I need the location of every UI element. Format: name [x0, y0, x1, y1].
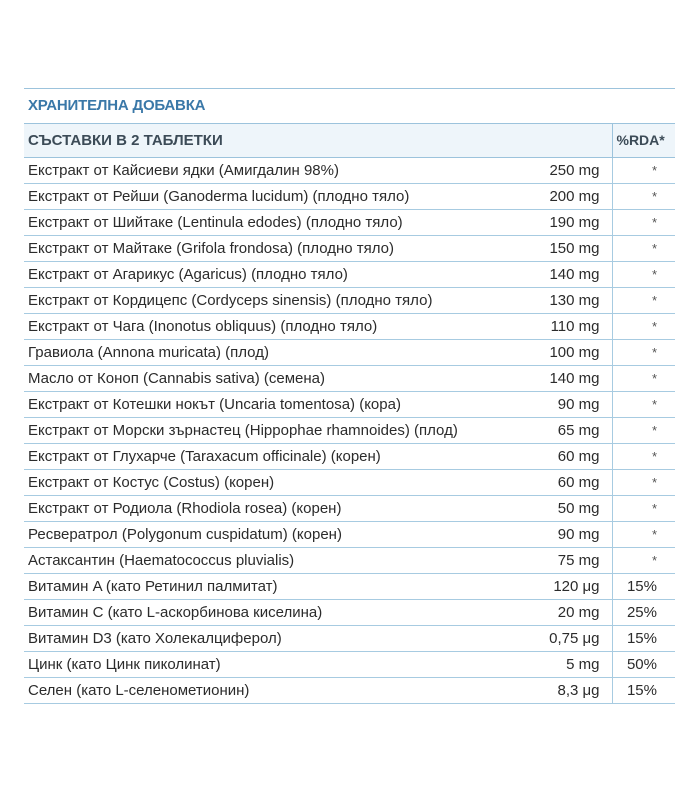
table-row — [24, 652, 675, 678]
ingredient-amount: 110 mg — [529, 314, 612, 340]
ingredients-table — [24, 124, 675, 704]
table-row — [24, 392, 675, 418]
ingredient-name: Екстракт от Морски зърнастец (Hippophae rhamnoides) (плод) — [24, 418, 529, 444]
ingredient-amount: 5 mg — [529, 652, 612, 678]
ingredient-name: Екстракт от Кордицепс (Cordyceps sinensis) (плодно тяло) — [24, 288, 529, 314]
ingredient-amount: 190 mg — [529, 210, 612, 236]
ingredient-amount: 140 mg — [529, 366, 612, 392]
ingredient-name: Екстракт от Рейши (Ganoderma lucidum) (плодно тяло) — [24, 184, 529, 210]
table-row — [24, 262, 675, 288]
ingredient-rda: * — [612, 470, 675, 496]
table-row — [24, 210, 675, 236]
ingredient-name: Екстракт от Чага (Inonotus obliquus) (плодно тяло) — [24, 314, 529, 340]
ingredient-amount: 8,3 μg — [529, 678, 612, 704]
ingredient-amount: 20 mg — [529, 600, 612, 626]
table-row — [24, 418, 675, 444]
ingredient-name: Витамин C (като L-аскорбинова киселина) — [24, 600, 529, 626]
table-row — [24, 600, 675, 626]
ingredient-amount: 150 mg — [529, 236, 612, 262]
ingredient-rda: * — [612, 496, 675, 522]
ingredient-name: Екстракт от Агарикус (Agaricus) (плодно тяло) — [24, 262, 529, 288]
panel-title: ХРАНИТЕЛНА ДОБАВКА — [24, 89, 675, 124]
ingredient-rda: * — [612, 418, 675, 444]
header-ingredients: СЪСТАВКИ В 2 ТАБЛЕТКИ — [24, 124, 529, 158]
ingredient-amount: 90 mg — [529, 522, 612, 548]
header-amount — [529, 124, 612, 158]
ingredient-name: Селен (като L-селенометионин) — [24, 678, 529, 704]
table-row — [24, 288, 675, 314]
ingredient-name: Екстракт от Котешки нокът (Uncaria tomentosa) (кора) — [24, 392, 529, 418]
ingredient-rda: 25% — [612, 600, 675, 626]
ingredient-name: Гравиола (Annona muricata) (плод) — [24, 340, 529, 366]
header-rda: %RDA* — [612, 124, 675, 158]
ingredient-name: Екстракт от Глухарче (Taraxacum officinale) (корен) — [24, 444, 529, 470]
table-row — [24, 366, 675, 392]
ingredient-name: Астаксантин (Haematococcus pluvialis) — [24, 548, 529, 574]
supplement-facts-panel — [24, 88, 675, 704]
table-row — [24, 626, 675, 652]
table-row — [24, 522, 675, 548]
ingredient-amount: 60 mg — [529, 444, 612, 470]
ingredient-name: Екстракт от Кайсиеви ядки (Амигдалин 98%) — [24, 158, 529, 184]
ingredient-name: Масло от Коноп (Cannabis sativa) (семена) — [24, 366, 529, 392]
ingredient-rda: * — [612, 288, 675, 314]
ingredient-rda: 15% — [612, 678, 675, 704]
table-row — [24, 236, 675, 262]
table-row — [24, 184, 675, 210]
ingredient-name: Витамин D3 (като Холекалциферол) — [24, 626, 529, 652]
table-row — [24, 314, 675, 340]
ingredient-rda: * — [612, 444, 675, 470]
ingredient-name: Цинк (като Цинк пиколинат) — [24, 652, 529, 678]
ingredient-rda: * — [612, 340, 675, 366]
ingredient-name: Екстракт от Майтаке (Grifola frondosa) (плодно тяло) — [24, 236, 529, 262]
ingredient-amount: 140 mg — [529, 262, 612, 288]
ingredient-amount: 120 μg — [529, 574, 612, 600]
ingredient-rda: 50% — [612, 652, 675, 678]
ingredient-rda: 15% — [612, 574, 675, 600]
ingredient-rda: * — [612, 548, 675, 574]
ingredient-amount: 65 mg — [529, 418, 612, 444]
ingredient-name: Ресвератрол (Polygonum cuspidatum) (корен) — [24, 522, 529, 548]
ingredient-amount: 90 mg — [529, 392, 612, 418]
ingredient-rda: * — [612, 392, 675, 418]
ingredient-rda: * — [612, 210, 675, 236]
table-row — [24, 340, 675, 366]
ingredient-rda: 15% — [612, 626, 675, 652]
ingredient-name: Екстракт от Костус (Costus) (корен) — [24, 470, 529, 496]
ingredient-amount: 200 mg — [529, 184, 612, 210]
ingredient-rda: * — [612, 522, 675, 548]
ingredient-amount: 60 mg — [529, 470, 612, 496]
ingredient-name: Екстракт от Родиола (Rhodiola rosea) (корен) — [24, 496, 529, 522]
table-row — [24, 548, 675, 574]
table-row — [24, 574, 675, 600]
ingredient-rda: * — [612, 158, 675, 184]
ingredient-rda: * — [612, 314, 675, 340]
ingredient-amount: 250 mg — [529, 158, 612, 184]
ingredient-amount: 0,75 μg — [529, 626, 612, 652]
table-row — [24, 496, 675, 522]
table-row — [24, 470, 675, 496]
ingredient-amount: 130 mg — [529, 288, 612, 314]
ingredient-name: Витамин A (като Ретинил палмитат) — [24, 574, 529, 600]
ingredient-rda: * — [612, 184, 675, 210]
ingredient-rda: * — [612, 236, 675, 262]
table-row — [24, 158, 675, 184]
table-header-row — [24, 124, 675, 158]
ingredient-rda: * — [612, 366, 675, 392]
ingredient-rda: * — [612, 262, 675, 288]
table-row — [24, 678, 675, 704]
ingredient-amount: 50 mg — [529, 496, 612, 522]
ingredient-name: Екстракт от Шийтаке (Lentinula edodes) (плодно тяло) — [24, 210, 529, 236]
ingredient-amount: 75 mg — [529, 548, 612, 574]
ingredient-amount: 100 mg — [529, 340, 612, 366]
table-row — [24, 444, 675, 470]
